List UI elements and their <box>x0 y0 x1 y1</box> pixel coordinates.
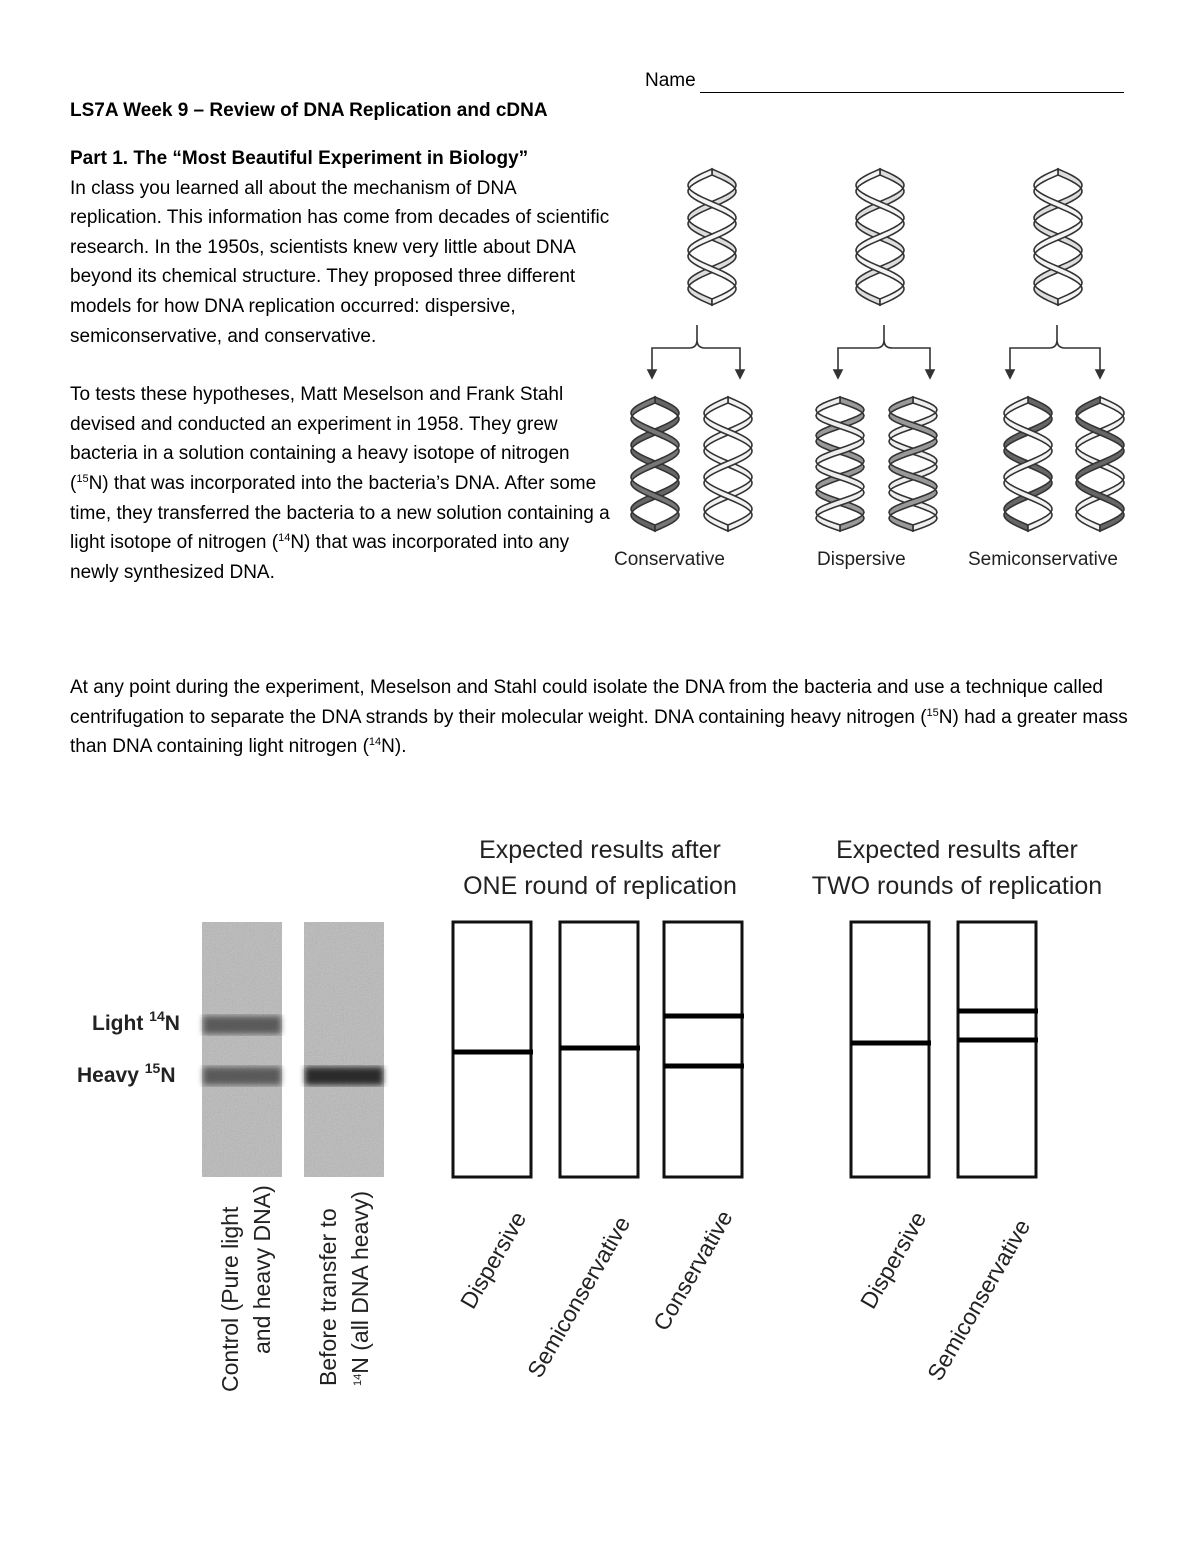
centrifuge-text-b: N) had a greater mass than DNA containing light nitrogen ( <box>70 706 1128 758</box>
centrifuge-text-c: N). <box>381 736 407 758</box>
tube-label-two-semiconservative: Semiconservative <box>922 1214 1036 1385</box>
two-tube-dispersive <box>851 922 931 1177</box>
two-rounds-title-line1: Expected results after <box>836 836 1078 864</box>
model-label-dispersive: Dispersive <box>817 549 906 570</box>
tube-label-one-semiconservative: Semiconservative <box>522 1211 636 1382</box>
isotope-sup: 15 <box>76 472 89 485</box>
gel-lane-texture <box>304 922 384 1177</box>
gel-lane-texture <box>202 922 282 1177</box>
two-tube-semiconservative <box>958 922 1038 1177</box>
tube-label-two-dispersive: Dispersive <box>855 1207 932 1313</box>
one-round-title-line1: Expected results after <box>479 836 721 864</box>
page-title: LS7A Week 9 – Review of DNA Replication and cDNA <box>70 100 548 121</box>
gel-band-heavy <box>203 1067 281 1085</box>
isotope-sup: 14 <box>278 532 291 545</box>
lane-label-before-line1: Before transfer to <box>315 1208 341 1386</box>
one-tube-dispersive <box>453 922 533 1177</box>
part1-intro: In class you learned all about the mechanism of DNA replication. This information has come from decades of scientific research. In the 1950s, scientists knew very little about DNA beyond its chemical structure. They proposed three different models for how DNA replication occurred: dispersive, semiconservative, and conservative. <box>70 177 610 347</box>
part1-heading: Part 1. The “Most Beautiful Experiment in Biology” <box>70 148 529 169</box>
light-band-label: Light $^{14}$N <box>92 1008 180 1035</box>
centrifuge-tube <box>958 922 1036 1177</box>
centrifuge-text-a: At any point during the experiment, Meselson and Stahl could isolate the DNA from the bacteria and use a technique called centrifugation to separate the DNA strands by their molecular weight. DNA containing heavy nitrogen ( <box>70 677 1103 728</box>
gel-lane-2 <box>304 922 384 1177</box>
experiment-text-c: N) that was incorporated into any newly synthesized DNA. <box>70 532 570 583</box>
lane-label-before-transfer: Before transfer to $^{14}$N (all DNA heavy) <box>315 1190 373 1386</box>
heavy-band-label: Heavy $^{15}$N <box>77 1060 176 1087</box>
gel-lane-1 <box>202 922 282 1177</box>
lane-label-control-line1: Control (Pure light <box>217 1206 243 1392</box>
gel-band-heavy <box>305 1067 383 1085</box>
lane-label-before-line2: N (all DNA heavy) <box>347 1190 373 1374</box>
experiment-text-b: N) that was incorporated into the bacteria’s DNA. After some time, they transferred the bacteria to a new solution containing a light isotope of nitrogen ( <box>70 472 610 554</box>
name-label: Name <box>645 70 696 91</box>
centrifuge-tube <box>664 922 742 1177</box>
tube-label-one-conservative: Conservative <box>648 1205 738 1335</box>
two-rounds-title-line2: TWO rounds of replication <box>811 872 1103 900</box>
one-tube-semiconservative <box>560 922 640 1177</box>
isotope-sup: 14 <box>368 736 382 749</box>
experiment-text-a: To tests these hypotheses, Matt Meselson and Frank Stahl devised and conducted an experiment in 1958. They grew bacteria in a solution containing a heavy isotope of nitrogen ( <box>70 384 570 494</box>
model-label-semiconservative: Semiconservative <box>968 549 1118 570</box>
tube-label-one-dispersive: Dispersive <box>455 1207 532 1313</box>
one-tube-conservative <box>664 922 744 1177</box>
centrifuge-tube <box>851 922 929 1177</box>
lane-label-control <box>214 1185 278 1392</box>
model-label-conservative: Conservative <box>614 549 725 570</box>
gel-band-light <box>203 1016 281 1034</box>
isotope-sup: 15 <box>926 706 939 719</box>
one-round-title-line2: ONE round of replication <box>463 872 737 900</box>
lane-label-control-line2: and heavy DNA) <box>249 1185 275 1354</box>
